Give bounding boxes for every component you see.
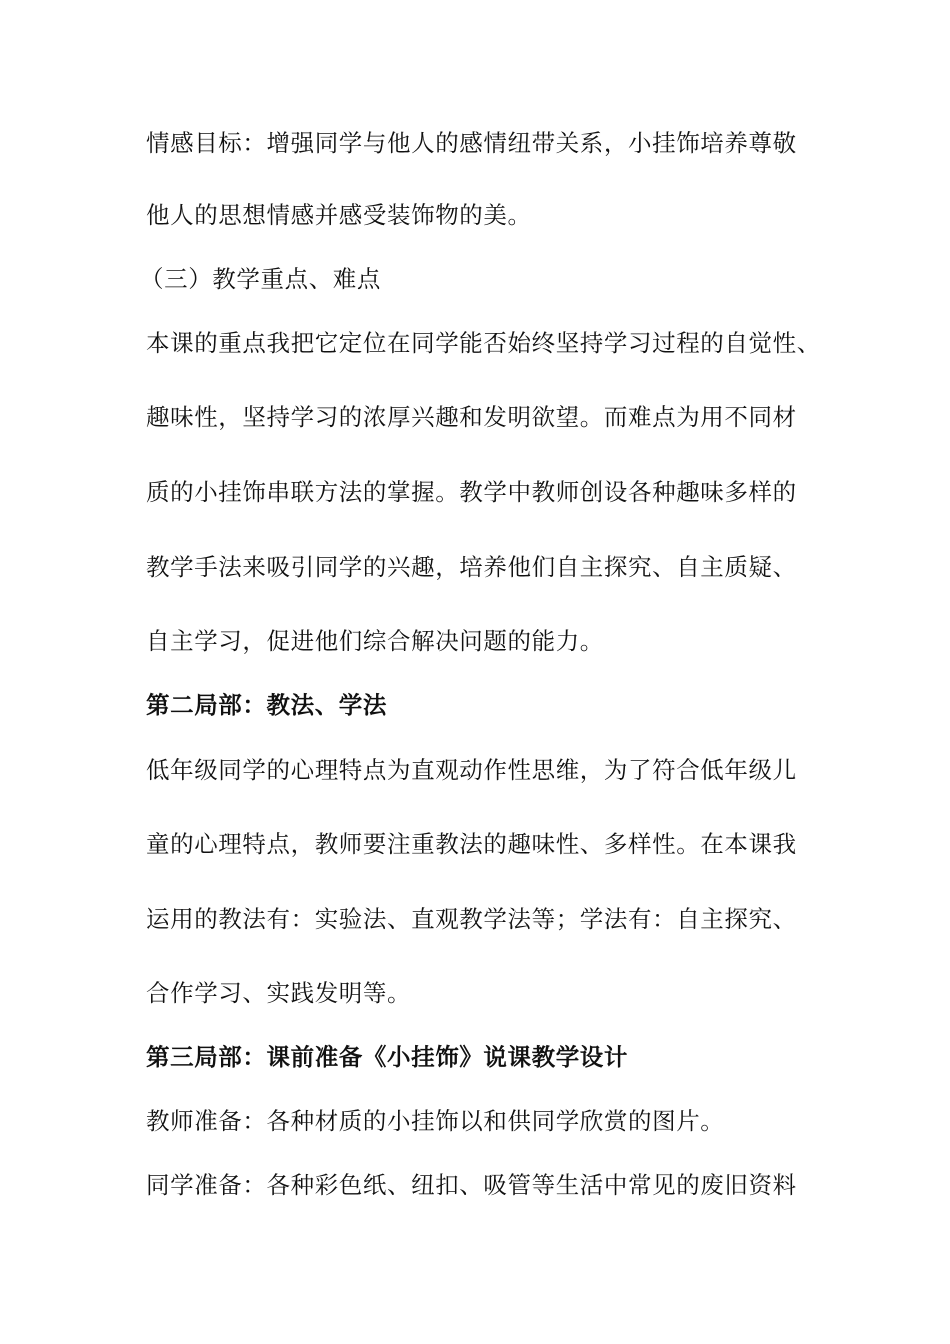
paragraph-line: 情感目标：增强同学与他人的感情纽带关系，小挂饰培养尊敬: [146, 129, 797, 157]
section-heading: 第三局部：课前准备《小挂饰》说课教学设计: [146, 1043, 628, 1071]
paragraph-line: 教学手法来吸引同学的兴趣，培养他们自主探究、自主质疑、: [146, 553, 797, 581]
section-heading: 第二局部：教法、学法: [146, 691, 387, 719]
paragraph-line: 同学准备：各种彩色纸、纽扣、吸管等生活中常见的废旧资料: [146, 1171, 797, 1199]
paragraph-line: 童的心理特点，教师要注重教法的趣味性、多样性。在本课我: [146, 830, 797, 858]
paragraph-line: 运用的教法有：实验法、直观教学法等；学法有：自主探究、: [146, 905, 797, 933]
paragraph-line: 自主学习，促进他们综合解决问题的能力。: [146, 627, 604, 655]
section-subheading: （三）教学重点、难点: [140, 265, 381, 293]
paragraph-line: 他人的思想情感并感受装饰物的美。: [146, 201, 532, 229]
paragraph-line: 质的小挂饰串联方法的掌握。教学中教师创设各种趣味多样的: [146, 478, 797, 506]
paragraph-line: 低年级同学的心理特点为直观动作性思维，为了符合低年级儿: [146, 756, 797, 784]
paragraph-line: 教师准备：各种材质的小挂饰以和供同学欣赏的图片。: [146, 1107, 725, 1135]
paragraph-line: 趣味性，坚持学习的浓厚兴趣和发明欲望。而难点为用不同材: [146, 403, 797, 431]
paragraph-line: 合作学习、实践发明等。: [146, 979, 412, 1007]
paragraph-line: 本课的重点我把它定位在同学能否始终坚持学习过程的自觉性、: [146, 329, 821, 357]
